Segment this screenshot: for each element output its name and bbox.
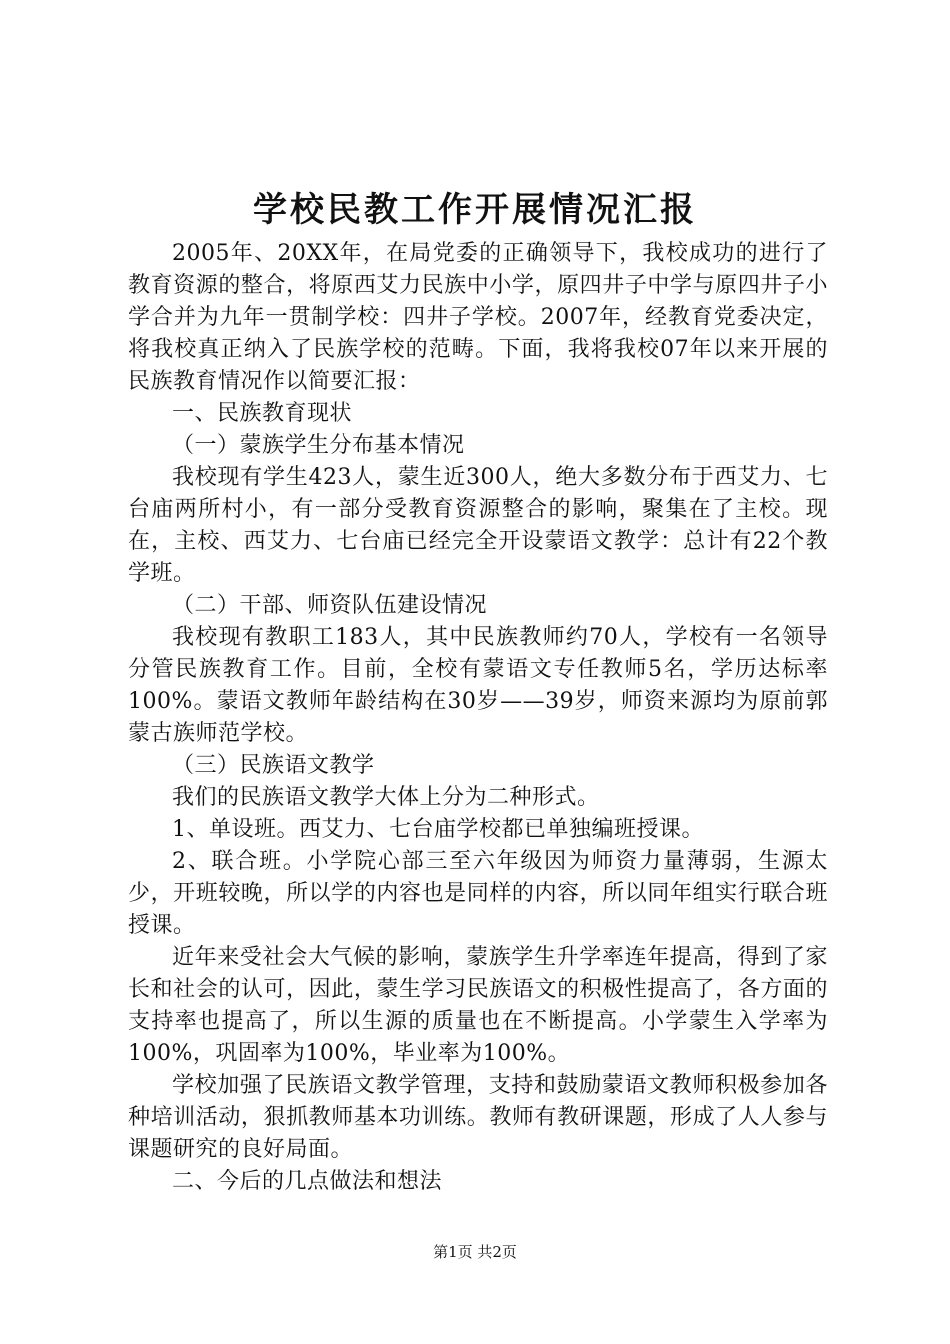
- body-paragraph: 学校加强了民族语文教学管理，支持和鼓励蒙语文教师积极参加各种培训活动，狠抓教师基本功训练。教师有教研课题，形成了人人参与课题研究的良好局面。: [128, 1073, 828, 1162]
- intro-paragraph: 2005年、20XX年，在局党委的正确领导下，我校成功的进行了教育资源的整合，将原西艾力民族中小学，原四井子中学与原四井子小学合并为九年一贯制学校：四井子学校。2007年，经教育党委决定，将我校真正纳入了民族学校的范畴。下面，我将我校07年以来开展的民族教育情况作以简要汇报：: [128, 241, 828, 394]
- subsection-heading-3: （三）民族语文教学: [172, 753, 375, 778]
- list-item: 2、联合班。小学院心部三至六年级因为师资力量薄弱，生源太少，开班较晚，所以学的内容也是同样的内容，所以同年组实行联合班授课。: [128, 849, 828, 938]
- subsection-heading-2: （二）干部、师资队伍建设情况: [172, 593, 488, 618]
- body-paragraph: 我们的民族语文教学大体上分为二种形式。: [172, 785, 600, 810]
- body-paragraph: 我校现有教职工183人，其中民族教师约70人，学校有一名领导分管民族教育工作。目前，全校有蒙语文专任教师5名，学历达标率100%。蒙语文教师年龄结构在30岁——39岁，师资来源均为原前郭蒙古族师范学校。: [128, 625, 828, 746]
- section-heading-1: 一、民族教育现状: [172, 401, 353, 426]
- document-body: [128, 238, 828, 1198]
- list-item: 1、单设班。西艾力、七台庙学校都已单独编班授课。: [172, 817, 704, 842]
- section-heading-2: 二、今后的几点做法和想法: [172, 1169, 443, 1194]
- document-title: 学校民教工作开展情况汇报: [253, 190, 697, 230]
- page-footer: 第1页 共2页: [433, 1243, 517, 1261]
- body-paragraph: 近年来受社会大气候的影响，蒙族学生升学率连年提高，得到了家长和社会的认可，因此，蒙生学习民族语文的积极性提高了，各方面的支持率也提高了，所以生源的质量也在不断提高。小学蒙生入学率为100%，巩固率为100%，毕业率为100%。: [128, 945, 828, 1066]
- subsection-heading-1: （一）蒙族学生分布基本情况: [172, 433, 465, 458]
- body-paragraph: 我校现有学生423人，蒙生近300人，绝大多数分布于西艾力、七台庙两所村小，有一部分受教育资源整合的影响，聚集在了主校。现在，主校、西艾力、七台庙已经完全开设蒙语文教学：总计有22个教学班。: [128, 465, 828, 586]
